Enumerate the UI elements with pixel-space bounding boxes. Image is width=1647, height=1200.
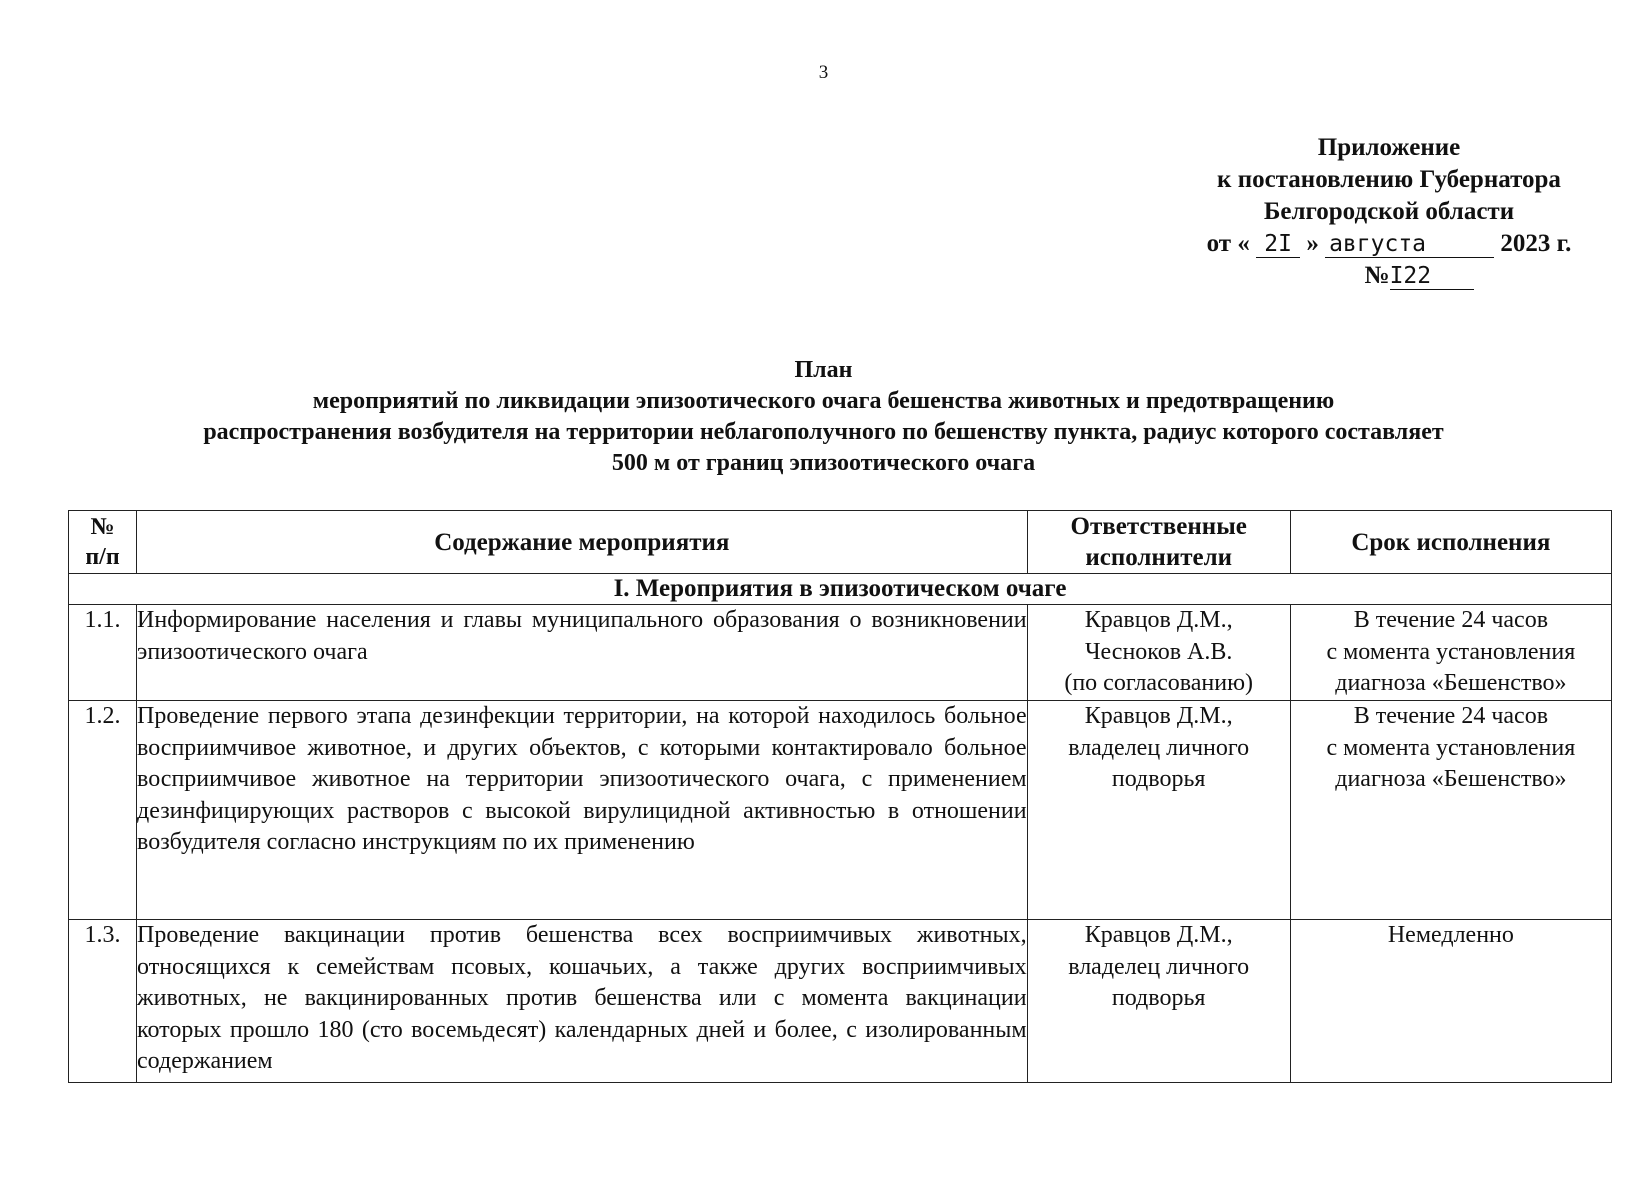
handwritten-day: 2I <box>1256 231 1300 258</box>
date-prefix: от « <box>1206 230 1250 257</box>
title-line-4: 500 м от границ эпизоотического очага <box>611 450 1036 476</box>
responsible-line: Кравцов Д.М., <box>1084 607 1233 633</box>
title-line-1: План <box>794 357 853 383</box>
row-content-text: Проведение вакцинации против бешенства всех восприимчивых животных, относящихся к семействам псовых, кошачьих, а также других восприимчивых животных, не вакцинированных против бешенства или с момента вакцинации которых прошло 180 (сто восемьдесят) календарных дней и более, с изолированным содержанием <box>137 922 1027 1074</box>
table-header-row <box>69 511 1612 574</box>
row-responsible <box>1027 701 1290 920</box>
header-term: Срок исполнения <box>1290 511 1611 574</box>
appendix-number <box>1180 260 1598 292</box>
appendix-region: Белгородской области <box>1263 198 1515 225</box>
term-line: диагноза «Бешенство» <box>1335 766 1567 792</box>
appendix-date <box>1180 228 1598 260</box>
responsible-line: Кравцов Д.М., <box>1084 703 1233 729</box>
responsible-line: подворья <box>1111 985 1206 1011</box>
term-line: диагноза «Бешенство» <box>1335 670 1567 696</box>
header-num: № п/п <box>69 511 137 574</box>
row-term <box>1290 920 1611 1083</box>
term-line: В течение 24 часов <box>1353 703 1549 729</box>
row-content <box>137 920 1028 1083</box>
handwritten-month: августа <box>1325 231 1494 258</box>
appendix-block <box>1180 132 1598 292</box>
section-row <box>69 574 1612 605</box>
row-responsible <box>1027 605 1290 701</box>
handwritten-number: I22 <box>1390 263 1474 290</box>
row-term <box>1290 701 1611 920</box>
term-line: В течение 24 часов <box>1353 607 1549 633</box>
plan-title <box>80 355 1567 479</box>
responsible-line: подворья <box>1111 766 1206 792</box>
row-content: Проведение первого этапа дезинфекции территории, на которой находилось больное восприимчивое животное, и других объектов, с которыми контактировало больное восприимчивое животное на территории эпизоотического очага, с применением дезинфицирующих растворов с высокой вирулицидной активностью в отношении возбудителя согласно инструкциям по их применению <box>137 701 1028 920</box>
section-title: I. Мероприятия в эпизоотическом очаге <box>69 574 1612 605</box>
responsible-line: (по согласованию) <box>1064 670 1253 696</box>
row-term <box>1290 605 1611 701</box>
title-line-2: мероприятий по ликвидации эпизоотического очага бешенства животных и предотвращению <box>312 388 1335 414</box>
responsible-line: владелец личного <box>1068 953 1250 980</box>
table-row <box>69 701 1612 920</box>
table-row <box>69 605 1612 701</box>
responsible-line: Кравцов Д.М., <box>1084 922 1233 948</box>
term-line: с момента установления <box>1326 734 1576 761</box>
title-line-3: распространения возбудителя на территории неблагополучного по бешенству пункта, радиус которого составляет <box>203 419 1444 445</box>
responsible-line: владелец личного <box>1068 734 1250 761</box>
responsible-line: Чесноков А.В. <box>1084 638 1233 665</box>
plan-table <box>68 510 1612 1083</box>
header-resp: Ответственные исполнители <box>1027 511 1290 574</box>
header-content: Содержание мероприятия <box>137 511 1028 574</box>
row-responsible <box>1027 920 1290 1083</box>
table-row <box>69 920 1612 1083</box>
appendix-decree: к постановлению Губернатора <box>1217 166 1561 193</box>
row-number: 1.2. <box>69 701 137 920</box>
row-content: Информирование населения и главы муниципального образования о возникновении эпизоотического очага <box>137 605 1028 701</box>
term-line: Немедленно <box>1387 922 1514 948</box>
appendix-title: Приложение <box>1317 134 1461 161</box>
term-line: с момента установления <box>1326 638 1576 665</box>
date-year: 2023 г. <box>1500 230 1572 257</box>
row-number: 1.3. <box>69 920 137 1083</box>
page-number: 3 <box>818 62 829 83</box>
number-prefix: № <box>1364 262 1390 289</box>
date-mid: » <box>1306 230 1319 257</box>
row-number: 1.1. <box>69 605 137 701</box>
